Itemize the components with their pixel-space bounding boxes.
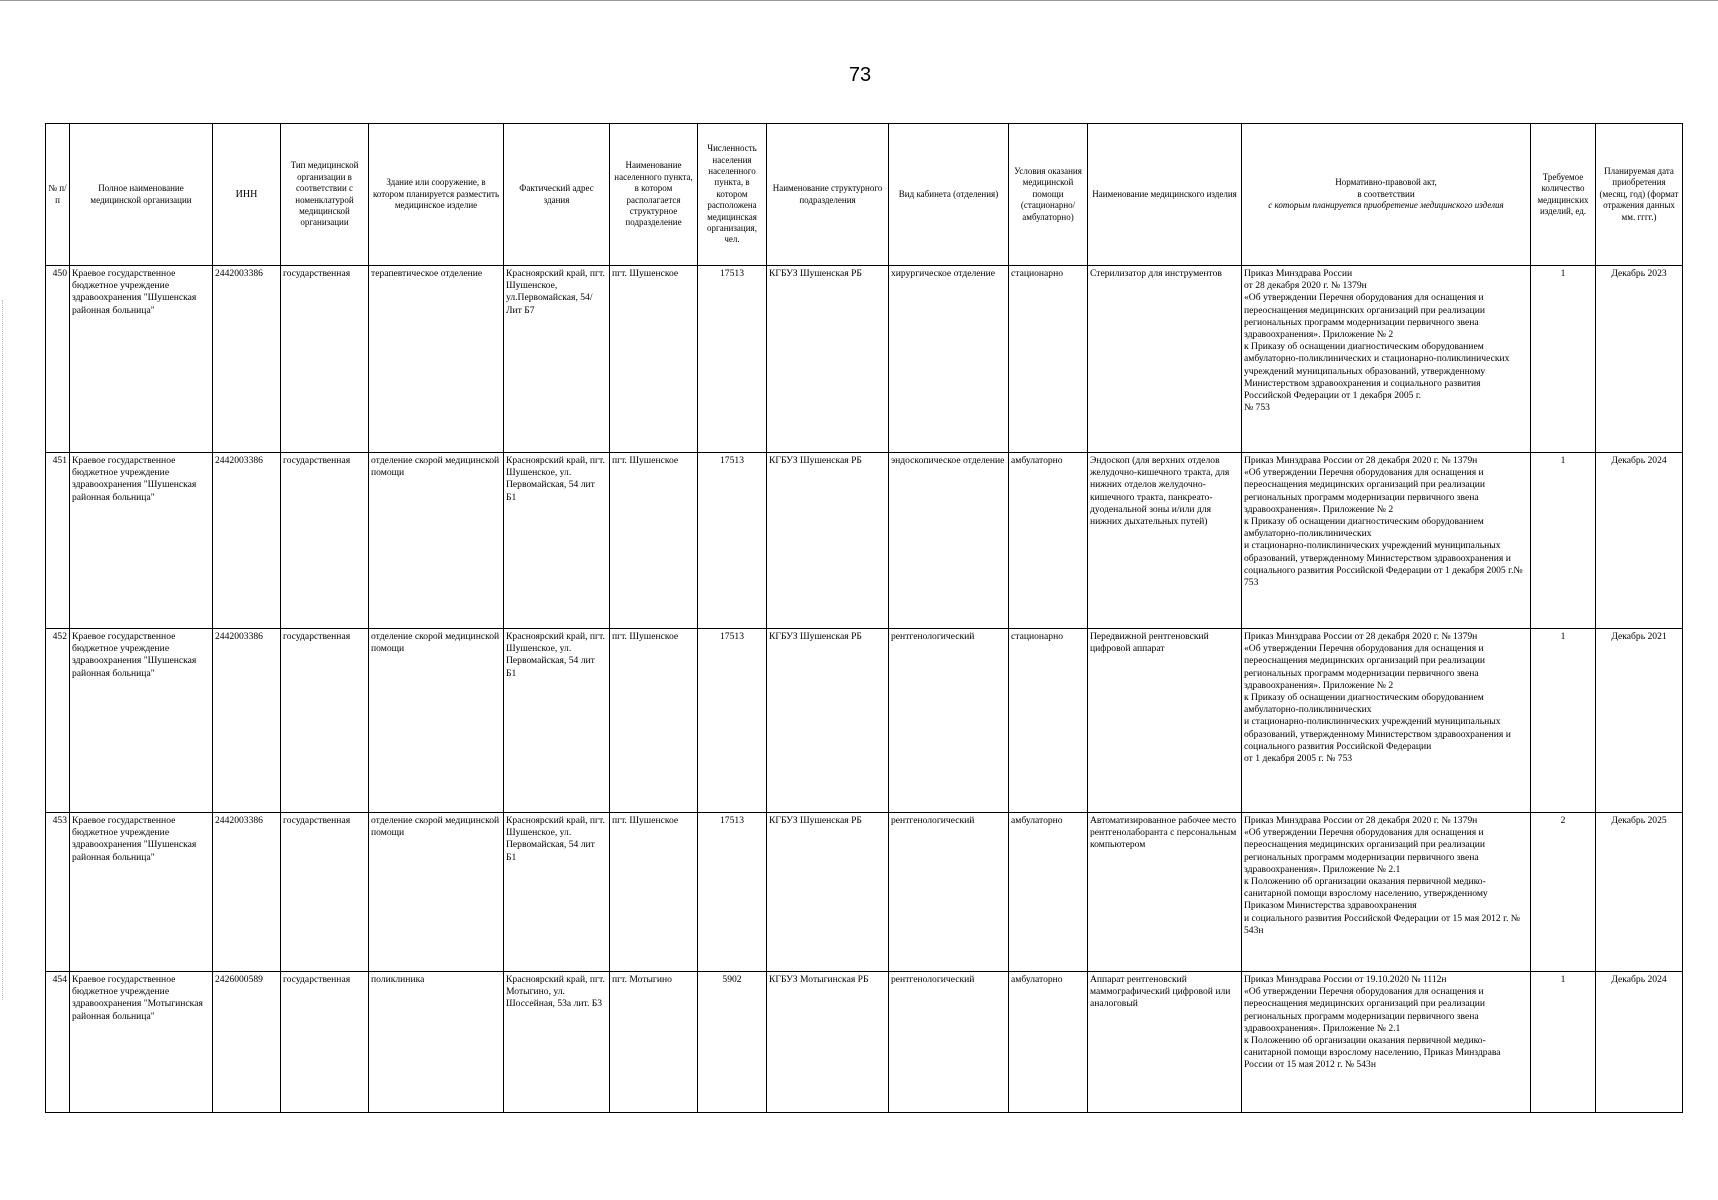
cell-inn: 2442003386 xyxy=(213,813,281,972)
cell-settlement: пгт. Шушенское xyxy=(610,629,698,813)
header-population: Численность населения населенного пункта, в котором расположена медицинская организация, чел. xyxy=(698,124,767,266)
cell-building: терапевтическое отделение xyxy=(369,266,504,453)
header-building: Здание или сооружение, в котором планируется разместить медицинское изделие xyxy=(369,124,504,266)
cell-quantity: 2 xyxy=(1531,813,1596,972)
cell-full-name: Краевое государственное бюджетное учреждение здравоохранения "Шушенская районная больница" xyxy=(70,813,213,972)
cell-settlement: пгт. Шушенское xyxy=(610,266,698,453)
cell-date: Декабрь 2025 xyxy=(1596,813,1683,972)
header-legal-act xyxy=(1242,124,1531,266)
table-row xyxy=(46,266,1683,453)
cell-num: 454 xyxy=(46,972,70,1113)
cell-legal-act: Приказ Минздрава России от 19.10.2020 № 1112н «Об утверждении Перечня оборудования для оснащения и переоснащения медицинских организаций при реализации региональных программ модернизации первичного звена здравоохранения». Приложение № 2.1 к Положению об организации оказания первичной медико-санитарной помощи взрослому населению, Приказ Минздрава России от 15 мая 2012 г. № 543н xyxy=(1242,972,1531,1113)
table-row xyxy=(46,972,1683,1113)
header-org-type: Тип медицинской организации в соответствии с номенклатурой медицинской организации xyxy=(281,124,369,266)
cell-building: поликлиника xyxy=(369,972,504,1113)
cell-num: 451 xyxy=(46,453,70,629)
cell-population: 17513 xyxy=(698,813,767,972)
cell-building: отделение скорой медицинской помощи xyxy=(369,453,504,629)
cell-subdivision: КГБУЗ Мотыгинская РБ xyxy=(767,972,889,1113)
cell-legal-act: Приказ Минздрава России от 28 декабря 2020 г. № 1379н «Об утверждении Перечня оборудования для оснащения и переоснащения медицинских организаций при реализации региональных программ модернизации первичного звена здравоохранения». Приложение № 2 к Приказу об оснащении диагностическим оборудованием амбулаторно-поликлинических и стационарно-поликлинических учреждений муниципальных образований, утвержденному Министерством здравоохранения и социального развития Российской Федерации от 1 декабря 2005 г. № 753 xyxy=(1242,266,1531,453)
cell-inn: 2442003386 xyxy=(213,266,281,453)
cell-full-name: Краевое государственное бюджетное учреждение здравоохранения "Шушенская районная больница" xyxy=(70,453,213,629)
cell-address: Красноярский край, пгт. Шушенское, ул. Первомайская, 54 лит Б1 xyxy=(504,453,610,629)
cell-subdivision: КГБУЗ Шушенская РБ xyxy=(767,453,889,629)
cell-num: 450 xyxy=(46,266,70,453)
cell-cabinet: рентгенологический xyxy=(889,972,1009,1113)
cell-full-name: Краевое государственное бюджетное учреждение здравоохранения "Мотыгинская районная больница" xyxy=(70,972,213,1113)
cell-conditions: амбулаторно xyxy=(1009,813,1088,972)
cell-num: 452 xyxy=(46,629,70,813)
cell-quantity: 1 xyxy=(1531,629,1596,813)
header-address: Фактический адрес здания xyxy=(504,124,610,266)
cell-cabinet: рентгенологический xyxy=(889,629,1009,813)
header-settlement: Наименование населенного пункта, в котором располагается структурное подразделение xyxy=(610,124,698,266)
cell-date: Декабрь 2021 xyxy=(1596,629,1683,813)
header-inn: ИНН xyxy=(213,124,281,266)
cell-settlement: пгт. Шушенское xyxy=(610,453,698,629)
cell-legal-act: Приказ Минздрава России от 28 декабря 2020 г. № 1379н «Об утверждении Перечня оборудования для оснащения и переоснащения медицинских организаций при реализации региональных программ модернизации первичного звена здравоохранения». Приложение № 2 к Приказу об оснащении диагностическим оборудованием амбулаторно-поликлинических и стационарно-поликлинических учреждений муниципальных образований, утвержденному Министерством здравоохранения и социального развития Российской Федерации от 1 декабря 2005 г. № 753 xyxy=(1242,629,1531,813)
page-number: 73 xyxy=(848,64,872,86)
cell-cabinet: эндоскопическое отделение xyxy=(889,453,1009,629)
cell-legal-act: Приказ Минздрава России от 28 декабря 2020 г. № 1379н «Об утверждении Перечня оборудования для оснащения и переоснащения медицинских организаций при реализации региональных программ модернизации первичного звена здравоохранения». Приложение № 2 к Приказу об оснащении диагностическим оборудованием амбулаторно-поликлинических и стационарно-поликлинических учреждений муниципальных образований, утвержденному Министерством здравоохранения и социального развития Российской Федерации от 1 декабря 2005 г.№ 753 xyxy=(1242,453,1531,629)
cell-num: 453 xyxy=(46,813,70,972)
cell-device: Стерилизатор для инструментов xyxy=(1088,266,1242,453)
cell-device: Аппарат рентгеновский маммографический цифровой или аналоговый xyxy=(1088,972,1242,1113)
header-full-name: Полное наименование медицинской организации xyxy=(70,124,213,266)
cell-cabinet: рентгенологический xyxy=(889,813,1009,972)
cell-quantity: 1 xyxy=(1531,266,1596,453)
cell-subdivision: КГБУЗ Шушенская РБ xyxy=(767,266,889,453)
cell-settlement: пгт. Шушенское xyxy=(610,813,698,972)
cell-inn: 2442003386 xyxy=(213,453,281,629)
cell-address: Красноярский край, пгт. Шушенское, ул. Первомайская, 54 лит Б1 xyxy=(504,629,610,813)
cell-address: Красноярский край, пгт. Шушенское, ул. Первомайская, 54 лит Б1 xyxy=(504,813,610,972)
cell-full-name: Краевое государственное бюджетное учреждение здравоохранения "Шушенская районная больница" xyxy=(70,266,213,453)
table-row xyxy=(46,453,1683,629)
header-quantity: Требуемое количество медицинских изделий, ед. xyxy=(1531,124,1596,266)
cell-subdivision: КГБУЗ Шушенская РБ xyxy=(767,629,889,813)
cell-org-type: государственная xyxy=(281,266,369,453)
cell-address: Красноярский край, пгт. Шушенское, ул.Первомайская, 54/Лит Б7 xyxy=(504,266,610,453)
table-row xyxy=(46,813,1683,972)
cell-date: Декабрь 2023 xyxy=(1596,266,1683,453)
header-legal-act-line2: в соответствии xyxy=(1357,188,1415,199)
cell-conditions: амбулаторно xyxy=(1009,453,1088,629)
cell-legal-act: Приказ Минздрава России от 28 декабря 2020 г. № 1379н «Об утверждении Перечня оборудования для оснащения и переоснащения медицинских организаций при реализации региональных программ модернизации первичного звена здравоохранения». Приложение № 2.1 к Положению об организации оказания первичной медико-санитарной помощи взрослому населению, утвержденному Приказом Министерства здравоохранения и социального развития Российской Федерации от 15 мая 2012 г. № 543н xyxy=(1242,813,1531,972)
header-conditions: Условия оказания медицинской помощи (стационарно/ амбулаторно) xyxy=(1009,124,1088,266)
equipment-table xyxy=(45,123,1683,1113)
table-header-row xyxy=(46,124,1683,266)
cell-date: Декабрь 2024 xyxy=(1596,453,1683,629)
cell-org-type: государственная xyxy=(281,453,369,629)
cell-conditions: амбулаторно xyxy=(1009,972,1088,1113)
table-row xyxy=(46,629,1683,813)
header-legal-act-line3: с которым планируется приобретение медицинского изделия xyxy=(1268,200,1504,211)
cell-quantity: 1 xyxy=(1531,453,1596,629)
cell-device: Автоматизированное рабочее место рентгенолаборанта с персональным компьютером xyxy=(1088,813,1242,972)
cell-building: отделение скорой медицинской помощи xyxy=(369,813,504,972)
cell-population: 5902 xyxy=(698,972,767,1113)
header-date: Планируемая дата приобретения (месяц, год) (формат отражения данных мм. гггг.) xyxy=(1596,124,1683,266)
cell-inn: 2426000589 xyxy=(213,972,281,1113)
cell-org-type: государственная xyxy=(281,972,369,1113)
cell-subdivision: КГБУЗ Шушенская РБ xyxy=(767,813,889,972)
cell-org-type: государственная xyxy=(281,629,369,813)
cell-population: 17513 xyxy=(698,629,767,813)
header-legal-act-line1: Нормативно-правовой акт, xyxy=(1335,177,1437,188)
cell-population: 17513 xyxy=(698,266,767,453)
cell-device: Передвижной рентгеновский цифровой аппарат xyxy=(1088,629,1242,813)
header-device: Наименование медицинского изделия xyxy=(1088,124,1242,266)
cell-address: Красноярский край, пгт. Мотыгино, ул. Шоссейная, 53а лит. Б3 xyxy=(504,972,610,1113)
cell-date: Декабрь 2024 xyxy=(1596,972,1683,1113)
header-cabinet: Вид кабинета (отделения) xyxy=(889,124,1009,266)
cell-org-type: государственная xyxy=(281,813,369,972)
top-border xyxy=(0,0,1718,1)
header-num: № п/п xyxy=(46,124,70,266)
cell-full-name: Краевое государственное бюджетное учреждение здравоохранения "Шушенская районная больница" xyxy=(70,629,213,813)
scan-edge xyxy=(2,300,5,1000)
cell-inn: 2442003386 xyxy=(213,629,281,813)
cell-conditions: стационарно xyxy=(1009,629,1088,813)
cell-conditions: стационарно xyxy=(1009,266,1088,453)
cell-cabinet: хирургическое отделение xyxy=(889,266,1009,453)
cell-device: Эндоскоп (для верхних отделов желудочно-кишечного тракта, для нижних отделов желудочно-кишечного тракта, панкреато-дуоденальной зоны и/или для нижних дыхательных путей) xyxy=(1088,453,1242,629)
cell-building: отделение скорой медицинской помощи xyxy=(369,629,504,813)
cell-settlement: пгт. Мотыгино xyxy=(610,972,698,1113)
header-subdivision: Наименование структурного подразделения xyxy=(767,124,889,266)
cell-quantity: 1 xyxy=(1531,972,1596,1113)
cell-population: 17513 xyxy=(698,453,767,629)
